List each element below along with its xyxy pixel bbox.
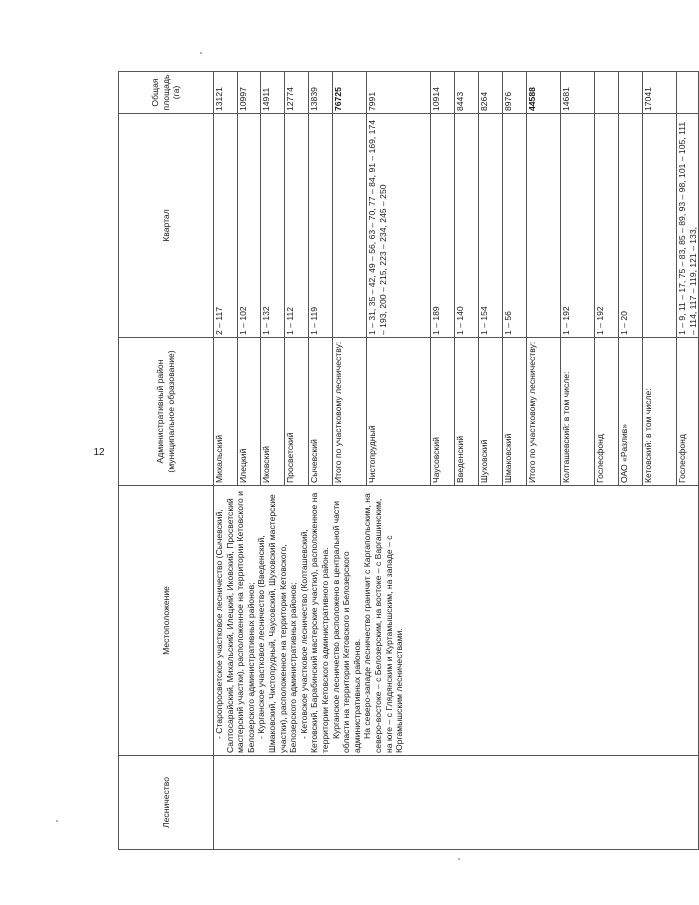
- district-cell: Колташевский: в том числе:: [561, 338, 595, 486]
- page-number: 12: [93, 447, 105, 458]
- area-cell: 10997: [238, 72, 261, 114]
- location-description-cell: [214, 486, 699, 756]
- header-district: Административный район (муниципальное образование): [119, 338, 214, 486]
- area-cell: 7991: [367, 72, 431, 114]
- area-cell: 13121: [214, 72, 238, 114]
- district-cell: Кетовский: в том числе:: [643, 338, 677, 486]
- area-cell: 8264: [479, 72, 503, 114]
- scan-speck: [458, 858, 460, 860]
- quarter-cell: 1 – 31, 35 – 42, 49 – 56, 63 – 70, 77 – 84, 91 – 169, 174 – 193, 200 – 215, 223 – 234, 245 – 250: [367, 114, 431, 338]
- district-cell: Иковский: [261, 338, 285, 486]
- scan-speck: [200, 52, 202, 54]
- district-cell: Шуховский: [479, 338, 503, 486]
- area-total-cell: 44588: [527, 72, 561, 114]
- table-row: [214, 72, 238, 850]
- forestry-cell: [214, 756, 699, 850]
- quarter-cell: 1 – 192: [595, 114, 619, 338]
- area-cell: 14911: [261, 72, 285, 114]
- area-cell: [619, 72, 643, 114]
- scan-speck: [56, 820, 58, 822]
- quarter-cell: 1 – 20: [619, 114, 643, 338]
- description-paragraph-1: - Старопросветское участковое лесничество (Сычевский, Салтосарайский, Михальский, Илецкий, Иковский, Просветский мастерский участки), расположенное на территории Кетовского и Белозерского административных районов;: [214, 491, 256, 753]
- header-quarter: Квартал: [119, 114, 214, 338]
- quarter-cell: 1 – 189: [431, 114, 455, 338]
- table-header-row: [119, 72, 214, 850]
- area-cell: 13839: [309, 72, 333, 114]
- quarter-cell: 2 – 117: [214, 114, 238, 338]
- description-paragraph-3: - Кетовское участковое лесничество (Колташевский, Кетовский, Барабинский мастерские участки), расположенное на территории Кетовского административного района.: [298, 492, 330, 753]
- district-cell: Чистопрудный: [367, 338, 431, 486]
- quarter-cell: [527, 114, 561, 338]
- description-paragraph-4: Курганское лесничество расположено в центральной части области на территории Кетовского и Белозерского административных районов.: [330, 501, 362, 753]
- header-forestry: Лесничество: [119, 756, 214, 850]
- forestry-table: [118, 71, 699, 850]
- header-location: Местоположение: [119, 486, 214, 756]
- quarter-cell: 1 – 132: [261, 114, 285, 338]
- area-cell: 17041: [643, 72, 677, 114]
- area-cell: [677, 72, 699, 114]
- district-cell: Итого по участковому лесничеству:: [333, 338, 367, 486]
- quarter-cell: 1 – 140: [455, 114, 479, 338]
- district-cell: Илецкий: [238, 338, 261, 486]
- area-cell: 8443: [455, 72, 479, 114]
- area-cell: 12774: [285, 72, 309, 114]
- district-cell: Шмаковский: [503, 338, 527, 486]
- rotated-table-container: [118, 72, 698, 850]
- quarter-cell: [643, 114, 677, 338]
- quarter-cell: 1 – 119: [309, 114, 333, 338]
- district-cell: Гослесфонд: [677, 338, 699, 486]
- district-cell: Введенский: [455, 338, 479, 486]
- description-paragraph-2: - Курганское участковое лесничество (Введенский, Шмаковский, Чистопрудный, Чаусовский, Шуховский мастерские участки), расположенное на территории Кетовского, Белозерского административных районов;: [256, 494, 299, 753]
- rotated-page-area: [118, 72, 698, 850]
- quarter-cell: 1 – 102: [238, 114, 261, 338]
- district-cell: Чаусовский: [431, 338, 455, 486]
- quarter-cell: 1 – 56: [503, 114, 527, 338]
- district-cell: Просветский: [285, 338, 309, 486]
- district-cell: Гослесфонд: [595, 338, 619, 486]
- quarter-cell: 1 – 9, 11 – 17, 75 – 83, 85 – 89, 93 – 98, 101 – 105, 111 – 114, 117 – 119, 121 – 133,: [677, 114, 699, 338]
- quarter-cell: 1 – 154: [479, 114, 503, 338]
- header-area: Общая площадь (га): [119, 72, 214, 114]
- area-cell: 14681: [561, 72, 595, 114]
- district-cell: Сычевский: [309, 338, 333, 486]
- area-total-cell: 76725: [333, 72, 367, 114]
- quarter-cell: 1 – 192: [561, 114, 595, 338]
- district-cell: ОАО «Разлив»: [619, 338, 643, 486]
- area-cell: 8976: [503, 72, 527, 114]
- area-cell: 10914: [431, 72, 455, 114]
- quarter-cell: 1 – 112: [285, 114, 309, 338]
- description-paragraph-5: На северо-западе лесничество граничит с Каргапольским, на северо-востоке – с Белозерским, на востоке – с Варгашинским, на юге – с Глядянским и Куртамышским, на западе – с Юргамышским лесничествами.: [362, 493, 405, 753]
- quarter-cell: [333, 114, 367, 338]
- district-cell: Михальский: [214, 338, 238, 486]
- area-cell: [595, 72, 619, 114]
- district-cell: Итого по участковому лесничеству:: [527, 338, 561, 486]
